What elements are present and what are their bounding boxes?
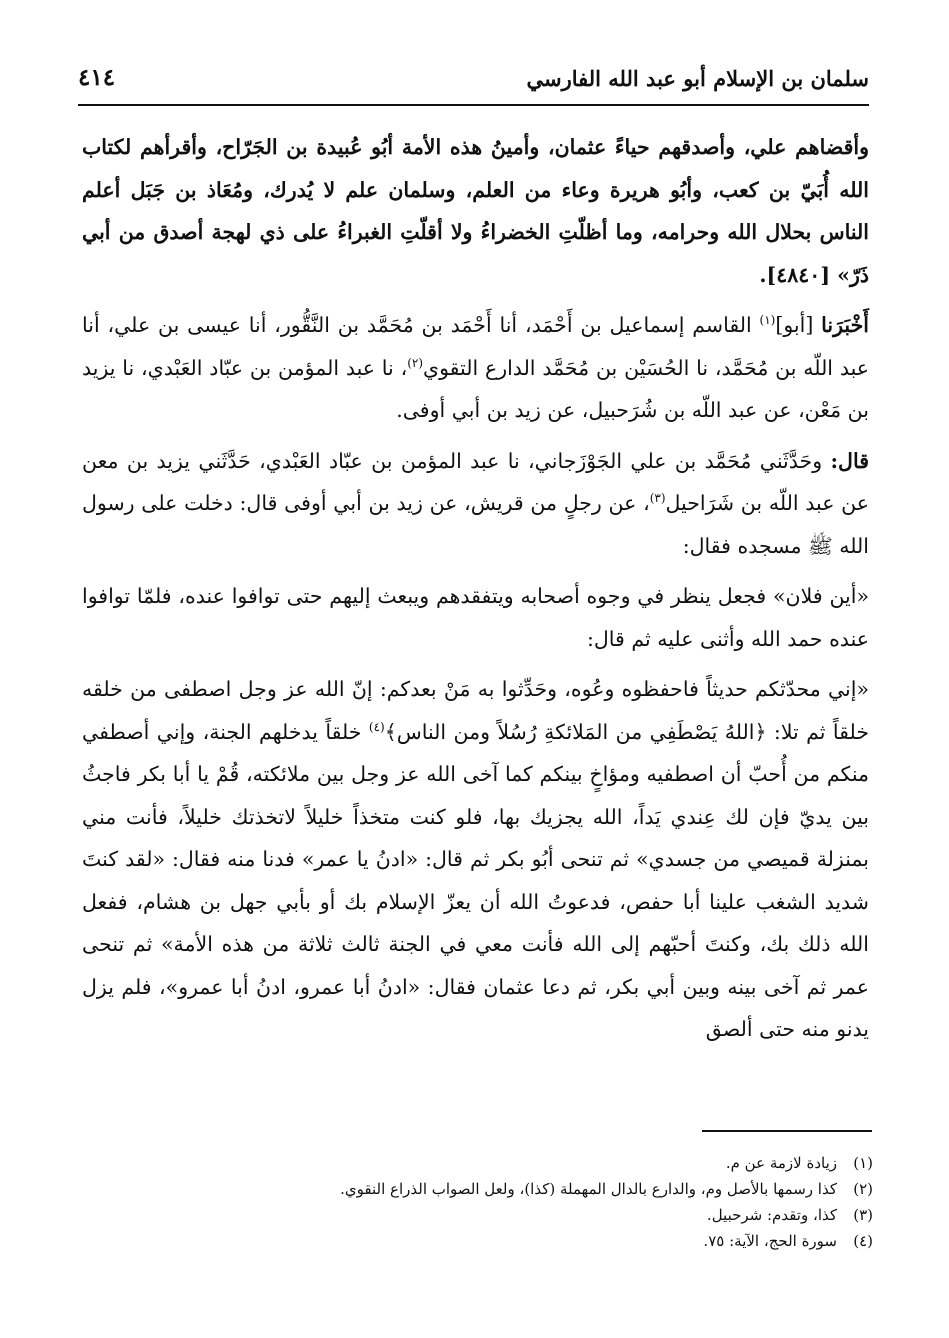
bracketed-insertion: [أبو] bbox=[775, 313, 814, 337]
footnote-marker-1: (١) bbox=[759, 313, 776, 328]
footnotes-list bbox=[82, 1150, 873, 1254]
qala-lead-word: قال: bbox=[830, 448, 869, 473]
footnote-text: كذا رسمها بالأصل وم، والدارع بالدال المهملة (كذا)، ولعل الصواب الذراع النقوي. bbox=[340, 1180, 837, 1198]
paragraph-2 bbox=[82, 304, 869, 432]
paragraph-3-text-end: ، عن رجلٍ من قريش، عن زيد بن أبي أوفى قال: دخلت على رسول الله ﷺ مسجده فقال: bbox=[82, 491, 869, 558]
paragraph-5-text: «إني محدّثكم حديثاً فاحفظوه وعُوه، وحَدِّثوا به مَنْ بعدكم: إنّ الله عز وجل اصطفى من خلقه خلقاً ثم تلا: ﴿اللهُ يَصْطَفِي من المَلائكةِ رُسُلاً ومن الناس﴾ bbox=[82, 677, 869, 744]
footnote-number: (٣) bbox=[853, 1206, 873, 1224]
footnote-marker-3: (٣) bbox=[649, 491, 666, 506]
paragraph-5-text-end: خلقاً يدخلهم الجنة، وإني أصطفي منكم من أُحبّ أن اصطفيه ومؤاخٍ بينكم كما آخى الله عز وجل بين ملائكته، قُمْ يا أبا بكر فاجثُ بين يديّ فإن لك عِندي يَداً، الله يجزيك بها، فلو كنت متخذاً خليلاً لاتخذتك خليلاً، فأنت مني بمنزلة قميصي من جسدي» ثم تنحى أبُو بكر ثم قال: «ادنُ يا عمر» فدنا منه فقال: «لقد كنتَ شديد الشغب علينا أبا حفص، فدعوتُ الله أن يعزّ الإسلام بك أو بأبي جهل بن هشام، ففعل الله ذلك بك، وكنتَ أحبّهم إلى الله فأنت معي في الجنة ثالث ثلاثة من هذه الأمة» ثم تنحى عمر ثم آخى بينه وبين أبي بكر، ثم دعا عثمان فقال: «ادنُ أبا عمرو، ادنُ أبا عمرو»، فلم يزل يدنو منه حتى ألصق bbox=[82, 719, 869, 1041]
paragraph-3 bbox=[82, 440, 869, 568]
footnote-text: سورة الحج، الآية: ٧٥. bbox=[703, 1232, 837, 1250]
footnote-number: (٤) bbox=[853, 1232, 873, 1250]
footnote-marker-4: (٤) bbox=[368, 719, 385, 734]
footnote-item bbox=[82, 1228, 873, 1254]
paragraph-5 bbox=[82, 668, 869, 1051]
footnote-marker-2: (٢) bbox=[407, 355, 424, 370]
paragraph-2-text-end: ، نا عبد المؤمن بن عبّاد العَبْدي، نا يزيد بن مَعْن، عن عبد اللّه بن شُرَحبيل، عن زيد بن أبي أوفى. bbox=[82, 355, 869, 422]
footnote-item bbox=[82, 1176, 873, 1202]
footnote-text: زيادة لازمة عن م. bbox=[725, 1154, 837, 1172]
footnote-number: (١) bbox=[853, 1154, 873, 1172]
footnote-separator bbox=[702, 1130, 872, 1132]
footnote-item bbox=[82, 1150, 873, 1176]
footnote-number: (٢) bbox=[853, 1180, 873, 1198]
page-number: ٤١٤ bbox=[78, 64, 116, 91]
running-title: سلمان بن الإسلام أبو عبد الله الفارسي bbox=[526, 66, 869, 91]
main-text bbox=[82, 126, 869, 1051]
footnote-item bbox=[82, 1202, 873, 1228]
paragraph-4: «أين فلان» فجعل ينظر في وجوه أصحابه ويتفقدهم ويبعث إليهم حتى توافوا عنده، فلمّا توافوا عنده حمد الله وأثنى عليه ثم قال: bbox=[82, 584, 869, 651]
footnote-text: كذا، وتقدم: شرحبيل. bbox=[706, 1206, 837, 1224]
isnad-lead-word: أَخْبَرَنا bbox=[821, 313, 869, 337]
paragraph-2-text: القاسم إسماعيل بن أَحْمَد، أنا أَحْمَد بن مُحَمَّد بن النَّقُّور، أنا عيسى بن علي، أنا عبد اللّه بن مُحَمَّد، نا الحُسَيْن بن مُحَمَّد الدارع التقوي bbox=[82, 313, 869, 380]
page-header bbox=[78, 62, 869, 106]
paragraph-3-text: وحَدَّثَني مُحَمَّد بن علي الجَوْزَجاني، نا عبد المؤمن بن عبّاد العَبْدي، حَدَّثَني يزيد بن معن عن عبد اللّه بن شَرَاحيل bbox=[82, 448, 869, 515]
paragraph-1: وأقضاهم علي، وأصدقهم حياءً عثمان، وأمينُ هذه الأمة أبُو عُبيدة بن الجَرّاح، وأقرأهم لكتاب الله أُبَيّ بن كعب، وأبُو هريرة وعاء من العلم، وسلمان علم لا يُدرك، ومُعَاذ بن جَبَل أعلم الناس بحلال الله وحرامه، وما أظلّتِ الخضراءُ ولا أقلّتِ الغبراءُ على ذي لهجة أصدق من أبي ذَرّ» [٤٨٤٠]. bbox=[82, 135, 869, 287]
